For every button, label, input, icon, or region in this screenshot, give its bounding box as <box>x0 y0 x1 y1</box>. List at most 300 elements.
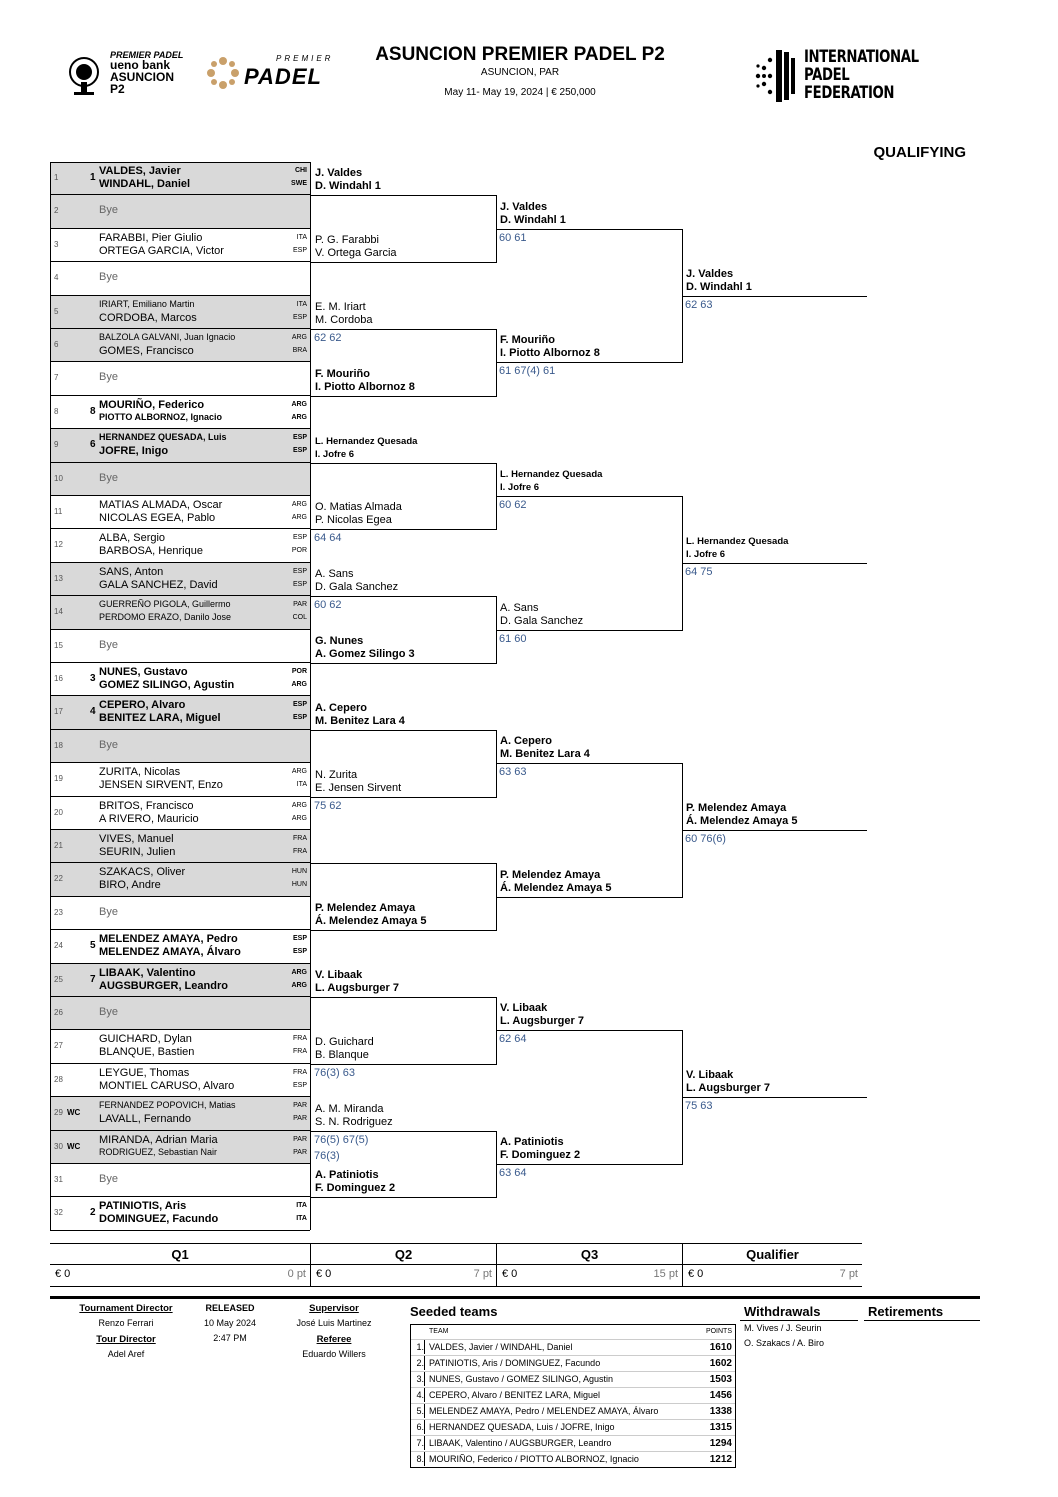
bracket-line <box>311 997 496 998</box>
player-name: LAVALL, Fernando <box>99 1113 191 1126</box>
seed-points: 1602 <box>709 1358 732 1369</box>
draw-position: 28 <box>54 1074 63 1084</box>
country-code: FRA <box>293 1035 307 1043</box>
player-name: WINDAHL, Daniel <box>99 178 191 190</box>
player-name: ZURITA, Nicolas <box>99 766 181 779</box>
player-name: NICOLAS EGEA, Pablo <box>99 512 216 524</box>
seed-rank: 1. <box>411 1340 425 1354</box>
player-name: MOURIÑO, Federico <box>99 398 205 411</box>
match-score: 76(3) 63 <box>314 1066 355 1079</box>
bracket-line <box>311 596 496 597</box>
country-code: ARG <box>291 801 307 809</box>
match-score: 60 62 <box>499 499 527 511</box>
draw-row <box>50 229 310 262</box>
seeded-row <box>411 1371 735 1387</box>
bracket-line <box>311 1064 496 1065</box>
draw-position: 29 <box>54 1108 63 1118</box>
bracket-line <box>496 897 682 898</box>
round-summary <box>50 1243 862 1287</box>
bye-label: Bye <box>99 905 118 918</box>
round-q3 <box>496 1244 682 1286</box>
draw-row <box>50 1197 310 1230</box>
logo-city-text: ASUNCION <box>110 70 175 84</box>
entry-name: B. Blanque <box>315 1048 369 1061</box>
entry-name: F. Mouriño <box>315 367 370 380</box>
country-code: ITA <box>296 233 307 241</box>
country-code: ESP <box>292 714 307 722</box>
entry-name: J. Valdes <box>315 167 363 180</box>
draw-position: 7 <box>54 373 59 383</box>
country-code: COL <box>292 614 307 622</box>
seed-team: VALDES, Javier / WINDAHL, Daniel <box>429 1342 573 1352</box>
seed-rank: 7. <box>411 1436 425 1450</box>
entry-name: P. Melendez Amaya <box>315 902 416 915</box>
round-name: Q2 <box>394 1247 413 1262</box>
country-code: ESP <box>292 534 307 542</box>
country-code: ARG <box>291 400 307 408</box>
draw-row <box>50 863 310 896</box>
country-code: HUN <box>291 881 307 889</box>
country-code: ITA <box>296 300 307 308</box>
seeded-col-points: POINTS <box>705 1328 732 1335</box>
country-code: PAR <box>293 1148 307 1156</box>
round-q1 <box>50 1244 310 1286</box>
country-code: ARG <box>291 681 307 688</box>
wildcard-badge: WC <box>67 1141 81 1151</box>
draw-row <box>50 897 310 930</box>
draw-row <box>50 1030 310 1063</box>
player-name: LIBAAK, Valentino <box>99 966 196 979</box>
draw-position: 6 <box>54 340 59 349</box>
match-score: 64 64 <box>314 532 342 545</box>
country-code: FRA <box>293 848 307 855</box>
country-code: HUN <box>291 868 307 876</box>
draw-position: 22 <box>54 874 63 884</box>
player-name: IRIART, Emiliano Martin <box>99 298 195 309</box>
player-name: BARBOSA, Henrique <box>99 545 203 558</box>
player-name: SEURIN, Julien <box>99 846 176 858</box>
country-code: ESP <box>292 434 307 442</box>
seed-number: 3 <box>90 673 96 684</box>
match-score: 64 75 <box>685 565 713 578</box>
draw-row <box>50 1064 310 1097</box>
ipf-line3: FEDERATION <box>804 83 895 103</box>
country-code: ARG <box>291 501 307 508</box>
player-name: FARABBI, Pier Giulio <box>99 231 203 244</box>
country-code: ESP <box>292 935 307 943</box>
draw-row <box>50 730 310 763</box>
draw-row <box>50 162 310 195</box>
player-name: JOFRE, Inigo <box>99 445 169 458</box>
entry-name: Á. Melendez Amaya 5 <box>686 815 798 827</box>
country-code: ITA <box>296 1215 307 1223</box>
flower-icon <box>206 56 240 90</box>
entry-name: M. Cordoba <box>315 314 373 326</box>
entry-name: L. Augsburger 7 <box>686 1082 770 1095</box>
match-score: 61 67(4) 61 <box>499 365 556 378</box>
draw-row <box>50 563 310 596</box>
draw-position: 26 <box>54 1008 63 1017</box>
player-name: VIVES, Manuel <box>99 833 174 845</box>
player-name: JENSEN SIRVENT, Enzo <box>99 779 223 792</box>
tournament-title: ASUNCION PREMIER PADEL P2 <box>375 44 665 65</box>
country-code: FRA <box>293 835 307 842</box>
seed-rank: 6. <box>411 1420 425 1434</box>
entry-name: I. Piotto Albornoz 8 <box>500 347 600 360</box>
released-label: RELEASED <box>205 1303 255 1313</box>
entry-name: A. Sans <box>500 601 539 614</box>
entry-name: A. Cepero <box>500 735 552 748</box>
logo-premier-text: PREMIER PADEL <box>110 50 184 60</box>
draw-position: 13 <box>54 573 63 583</box>
entry-name: G. Nunes <box>315 635 364 647</box>
draw-row <box>50 362 310 395</box>
draw-row <box>50 596 310 629</box>
round-name: Q3 <box>580 1247 599 1262</box>
entry-name: F. Dominguez 2 <box>500 1149 581 1161</box>
bracket-line <box>311 396 496 397</box>
country-code: ARG <box>291 334 307 341</box>
entry-name: D. Windahl 1 <box>315 180 381 193</box>
entry-name: P. Nicolas Egea <box>315 514 392 527</box>
country-code: CHI <box>294 167 307 174</box>
entry-name: A. Sans <box>315 568 354 581</box>
country-code: ESP <box>292 1081 307 1089</box>
round-money: € 0 <box>688 1268 704 1280</box>
country-code: ESP <box>292 701 307 709</box>
bracket-line <box>311 463 496 464</box>
seed-rank: 4. <box>411 1388 425 1402</box>
country-code: SWE <box>291 180 307 187</box>
entry-name: M. Benitez Lara 4 <box>500 748 590 761</box>
draw-row <box>50 529 310 562</box>
country-code: PAR <box>293 1135 307 1143</box>
match-score: 63 63 <box>499 766 527 779</box>
seeded-row <box>411 1339 735 1355</box>
player-name: ALBA, Sergio <box>99 532 166 545</box>
bracket-line <box>311 262 496 263</box>
seed-number: 8 <box>90 405 96 417</box>
entry-name: F. Dominguez 2 <box>315 1182 396 1195</box>
draw-row <box>50 663 310 696</box>
draw-row <box>50 429 310 462</box>
supervisor-name: José Luis Martinez <box>296 1318 372 1328</box>
match-score: 61 60 <box>499 632 527 645</box>
country-code: ESP <box>292 948 307 956</box>
player-name: CEPERO, Alvaro <box>99 699 186 712</box>
entry-name: V. Libaak <box>686 1069 734 1082</box>
seed-points: 1456 <box>709 1390 732 1401</box>
player-name: SZAKACS, Oliver <box>99 866 186 879</box>
bye-label: Bye <box>99 471 118 484</box>
entry-name: I. Piotto Albornoz 8 <box>315 380 415 393</box>
bracket-line <box>496 496 682 497</box>
match-score: 60 61 <box>499 231 527 244</box>
ipf-line1: INTERNATIONAL <box>804 47 919 67</box>
bracket-line <box>311 663 496 664</box>
country-code: ARG <box>291 968 307 976</box>
ipf-ball-icon <box>752 46 798 106</box>
draw-position: 2 <box>54 206 59 216</box>
entry-name: I. Jofre 6 <box>500 482 540 493</box>
draw-position: 12 <box>54 540 63 550</box>
round-qualifier <box>682 1244 862 1286</box>
bracket-line <box>311 1197 496 1198</box>
referee-label: Referee <box>316 1334 352 1345</box>
seed-number: 4 <box>90 706 96 718</box>
ipf-line2: PADEL <box>804 65 850 85</box>
draw-position: 10 <box>54 473 63 483</box>
player-name: BALZOLA GALVANI, Juan Ignacio <box>99 332 236 342</box>
match-score: 76(3) <box>314 1149 340 1162</box>
seed-number: 5 <box>90 940 96 952</box>
retirements-rule <box>864 1320 980 1321</box>
seed-points: 1338 <box>709 1406 732 1417</box>
bracket-line <box>682 830 867 831</box>
draw-position: 18 <box>54 740 63 750</box>
country-code: ARG <box>291 413 307 421</box>
player-name: ORTEGA GARCIA, Victor <box>99 244 224 257</box>
bye-label: Bye <box>99 271 118 284</box>
entry-name: A. Cepero <box>315 701 367 714</box>
entry-name: N. Zurita <box>315 768 358 781</box>
draw-row <box>50 696 310 729</box>
country-code: ARG <box>291 814 307 822</box>
entry-name: E. Jensen Sirvent <box>315 781 402 794</box>
entry-name: L. Augsburger 7 <box>500 1015 584 1028</box>
match-score: 76(5) 67(5) <box>314 1133 369 1146</box>
seeded-row <box>411 1435 735 1451</box>
country-code: POR <box>291 547 307 555</box>
country-code: ARG <box>291 514 307 521</box>
logo-bank-text: ueno bank <box>110 58 171 72</box>
draw-row <box>50 763 310 796</box>
seeded-table <box>410 1324 736 1468</box>
seed-team: HERNANDEZ QUESADA, Luis / JOFRE, Inigo <box>429 1422 615 1432</box>
seed-number: 2 <box>90 1207 96 1219</box>
entry-name: E. M. Iriart <box>315 301 366 313</box>
entry-name: D. Windahl 1 <box>500 213 566 226</box>
draw-row <box>50 296 310 329</box>
seed-rank: 2. <box>411 1356 425 1370</box>
player-name: MELENDEZ AMAYA, Pedro <box>99 933 238 946</box>
round-points: 15 pt <box>653 1268 678 1280</box>
seeded-col-team: TEAM <box>429 1328 449 1335</box>
player-name: GUERREÑO PIGOLA, Guillermo <box>99 599 231 610</box>
seed-number: 6 <box>90 439 96 451</box>
bracket-line <box>496 763 682 764</box>
entry-name: L. Hernandez Quesada <box>500 469 603 480</box>
bracket-line <box>682 296 867 297</box>
player-name: FERNANDEZ POPOVICH, Matias <box>99 1100 236 1111</box>
player-name: CORDOBA, Marcos <box>99 311 197 324</box>
entry-name: A. Gomez Silingo 3 <box>315 648 415 660</box>
draw-row <box>50 797 310 830</box>
draw-position: 16 <box>54 674 63 683</box>
draw-position: 24 <box>54 941 63 951</box>
entry-name: L. Augsburger 7 <box>315 982 399 994</box>
country-code: ESP <box>292 447 307 455</box>
bracket-line <box>311 195 496 196</box>
bracket-line <box>496 1030 682 1031</box>
draw-position: 27 <box>54 1041 63 1051</box>
bracket-line <box>496 1164 682 1165</box>
entry-name: V. Libaak <box>500 1002 548 1015</box>
draw-row <box>50 630 310 663</box>
seed-number: 7 <box>90 973 96 985</box>
seed-team: MELENDEZ AMAYA, Pedro / MELENDEZ AMAYA, Álvaro <box>429 1406 659 1416</box>
entry-name: Á. Melendez Amaya 5 <box>500 881 612 894</box>
entry-name: D. Guichard <box>315 1035 374 1048</box>
entry-name: V. Ortega Garcia <box>315 247 397 260</box>
seeded-row <box>411 1403 735 1419</box>
round-points: 7 pt <box>839 1268 858 1280</box>
match-score: 62 63 <box>685 298 713 311</box>
bracket-line <box>311 863 496 864</box>
bracket-line <box>311 1131 496 1132</box>
round-money: € 0 <box>502 1268 518 1280</box>
withdrawals-rule <box>740 1320 858 1321</box>
logo-p2-text: P2 <box>110 82 125 96</box>
player-name: MONTIEL CARUSO, Alvaro <box>99 1079 235 1092</box>
seed-team: LIBAAK, Valentino / AUGSBURGER, Leandro <box>429 1438 612 1448</box>
country-code: BRA <box>292 347 307 354</box>
match-score: 63 64 <box>499 1167 527 1179</box>
player-name: MELENDEZ AMAYA, Álvaro <box>99 946 241 959</box>
country-code: ESP <box>292 246 307 254</box>
tour-director-name: Adel Aref <box>107 1349 145 1359</box>
bracket-line <box>311 730 496 731</box>
bracket-line <box>496 362 682 363</box>
country-code: PAR <box>293 601 307 609</box>
draw-row <box>50 997 310 1030</box>
round-points: 0 pt <box>287 1268 306 1280</box>
seeded-row <box>411 1419 735 1435</box>
seeded-row <box>411 1387 735 1403</box>
draw-position: 1 <box>54 173 59 182</box>
country-code: ITA <box>296 1202 307 1210</box>
seed-points: 1503 <box>709 1374 732 1385</box>
draw-position: 8 <box>54 406 59 416</box>
ueno-asuncion-logo <box>62 50 202 98</box>
draw-row <box>50 262 310 295</box>
draw-position: 15 <box>54 640 63 650</box>
entry-name: S. N. Rodriguez <box>315 1115 393 1128</box>
player-name: GOMEZ SILINGO, Agustin <box>99 679 235 691</box>
supervisor-label: Supervisor <box>309 1303 359 1314</box>
entry-name: V. Libaak <box>315 969 363 981</box>
player-name: PIOTTO ALBORNOZ, Ignacio <box>99 411 223 422</box>
entry-name: J. Valdes <box>686 267 734 280</box>
seed-team: CEPERO, Alvaro / BENITEZ LARA, Miguel <box>429 1390 601 1400</box>
country-code: POR <box>291 668 307 675</box>
draw-row <box>50 1131 310 1164</box>
player-name: MIRANDA, Adrian Maria <box>99 1133 218 1146</box>
player-name: A RIVERO, Mauricio <box>99 812 199 825</box>
wildcard-badge: WC <box>67 1108 81 1118</box>
referee-name: Eduardo Willers <box>302 1349 366 1359</box>
entry-name: A. Patiniotis <box>315 1169 379 1182</box>
player-name: RODRIGUEZ, Sebastian Nair <box>99 1146 218 1157</box>
draw-row <box>50 930 310 963</box>
seed-number: 1 <box>90 172 96 183</box>
entry-name: I. Jofre 6 <box>315 448 355 460</box>
country-code: PAR <box>293 1102 307 1110</box>
player-name: BRITOS, Francisco <box>99 799 194 812</box>
draw-row <box>50 463 310 496</box>
entry-name: F. Mouriño <box>500 334 555 347</box>
entry-name: L. Hernandez Quesada <box>686 535 789 547</box>
draw-row <box>50 1164 310 1197</box>
bye-label: Bye <box>99 371 118 384</box>
country-code: PAR <box>293 1115 307 1123</box>
player-name: HERNANDEZ QUESADA, Luis <box>99 432 227 443</box>
draw-position: 9 <box>54 440 59 450</box>
tournament-dates: May 11- May 19, 2024 | € 250,000 <box>444 87 596 98</box>
match-score: 62 64 <box>499 1033 527 1046</box>
draw-position: 21 <box>54 841 63 850</box>
draw-row <box>50 396 310 429</box>
bye-label: Bye <box>99 204 118 217</box>
tournament-location: ASUNCION, PAR <box>480 67 560 78</box>
draw-row <box>50 1097 310 1130</box>
country-code: ARG <box>291 768 307 776</box>
round-name: Q1 <box>171 1247 189 1262</box>
match-score: 60 76(6) <box>685 833 726 845</box>
player-name: NUNES, Gustavo <box>99 666 188 678</box>
round-money: € 0 <box>55 1268 71 1280</box>
country-code: ESP <box>292 313 307 321</box>
seed-points: 1212 <box>709 1454 732 1465</box>
round-name: Qualifier <box>746 1247 799 1262</box>
seed-team: PATINIOTIS, Aris / DOMINGUEZ, Facundo <box>429 1358 601 1368</box>
player-name: VALDES, Javier <box>99 165 181 177</box>
retirements-title: Retirements <box>868 1304 944 1319</box>
draw-position: 30 <box>54 1141 63 1151</box>
player-name: GOMES, Francisco <box>99 345 194 357</box>
draw-position: 4 <box>54 273 59 283</box>
draw-position: 31 <box>54 1175 63 1184</box>
draw-position: 19 <box>54 774 63 784</box>
match-score: 75 63 <box>685 1100 713 1113</box>
player-name: GALA SANCHEZ, David <box>99 578 218 591</box>
td-label: Tournament Director <box>79 1303 173 1314</box>
draw-row <box>50 964 310 997</box>
seed-rank: 3. <box>411 1372 425 1386</box>
draw-row <box>50 329 310 362</box>
seed-points: 1610 <box>709 1342 732 1353</box>
player-name: LEYGUE, Thomas <box>99 1066 190 1079</box>
player-name: BIRO, Andre <box>99 879 161 892</box>
draw-position: 20 <box>54 807 63 817</box>
entry-name: P. G. Farabbi <box>315 234 379 247</box>
entry-name: Á. Melendez Amaya 5 <box>315 915 427 928</box>
bracket-line <box>682 1097 867 1098</box>
seed-team: MOURIÑO, Federico / PIOTTO ALBORNOZ, Ignacio <box>429 1454 639 1464</box>
withdrawals-title: Withdrawals <box>744 1304 821 1319</box>
seed-rank: 8. <box>411 1452 425 1466</box>
draw-row <box>50 830 310 863</box>
entry-name: J. Valdes <box>500 200 548 213</box>
player-name: AUGSBURGER, Leandro <box>99 979 228 992</box>
trophy-icon <box>62 52 106 96</box>
withdrawal-item: M. Vives / J. Seurin <box>744 1323 822 1333</box>
entry-name: D. Windahl 1 <box>686 280 752 293</box>
bracket-line <box>496 630 682 631</box>
released-date: 10 May 2024 <box>203 1318 257 1328</box>
tour-director-label: Tour Director <box>96 1334 156 1345</box>
bye-label: Bye <box>99 638 118 651</box>
